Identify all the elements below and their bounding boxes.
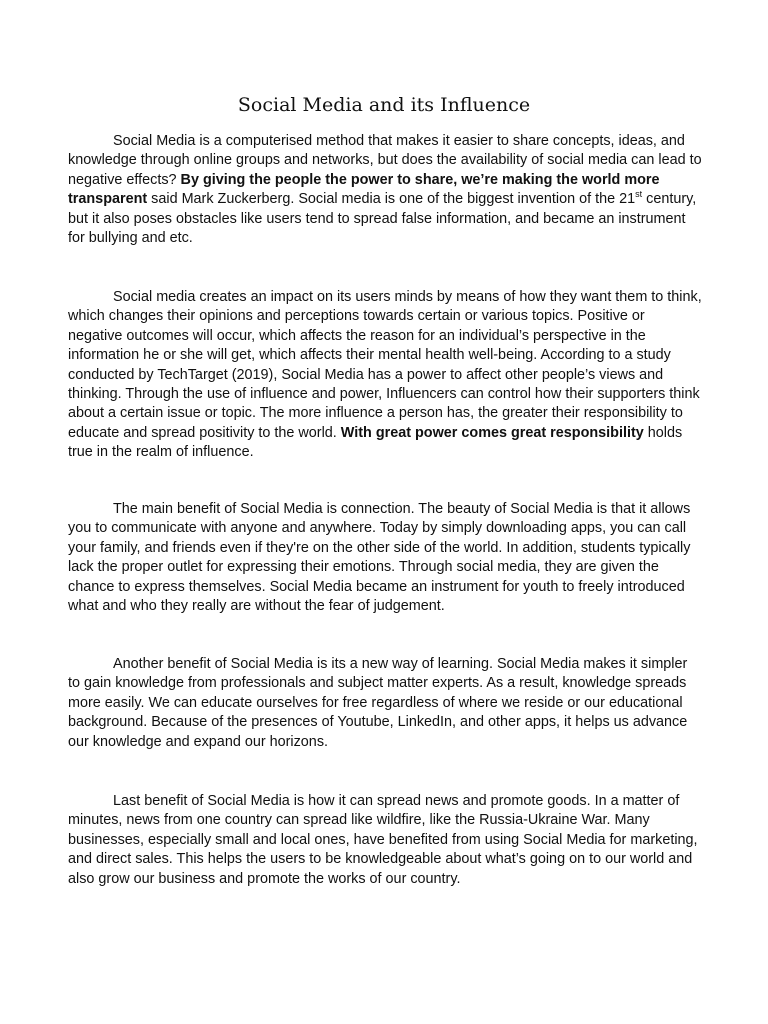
paragraph-4: Another benefit of Social Media is its a new way of learning. Social Media makes it simpler to gain knowledge from professionals and subject matter experts. As a result, knowledge spreads more easily. We can educate ourselves for free regardless of where we reside or our educational background. Because of the presences of Youtube, LinkedIn, and other apps, it helps us advance our knowledge and expand our horizons. [68, 656, 688, 750]
paragraph-1 [68, 132, 702, 248]
document-title: Social Media and its Influence [237, 94, 531, 116]
paragraph-2-text-end: holds true in the realm of influence. [68, 424, 683, 461]
paragraph-2-power-quote: With great power comes great responsibility [340, 424, 644, 441]
paragraph-1-text-end: century, but it also poses obstacles like users tend to spread false information, and became an instrument for bullying and etc. [68, 191, 697, 247]
paragraph-2-text-start: Social media creates an impact on its users minds by means of how they want them to think, which changes their opinions and perceptions towards certain or various topics. Positive or negative outcomes will occur, which affects the reason for an individual’s perspective in the information he or she will get, which affects their mental health well-being. According to a study conducted by TechTarget (2019), Social Media has a power to affect other people’s views and thinking. Through the use of influence and power, Influencers can control how their supporters think about a certain issue or topic. The more influence a person has, the greater their responsibility to educate and spread positivity to the world. [68, 289, 702, 441]
paragraph-2 [68, 288, 702, 463]
paragraph-1-superscript: st [635, 189, 643, 200]
paragraph-1-text-middle: said Mark Zuckerberg. Social media is one of the biggest invention of the 21 [147, 191, 636, 208]
paragraph-1-text-start: Social Media is a computerised method that makes it easier to share concepts, ideas, and knowledge through online groups and networks, but does the availability of social media can lead to negative effects? [68, 133, 702, 188]
paragraph-1-zuckerberg-quote: By giving the people the power to share, we’re making the world more transparent [68, 171, 660, 208]
paragraph-3: The main benefit of Social Media is connection. The beauty of Social Media is that it allows you to communicate with anyone and anywhere. Today by simply downloading apps, you can call your family, and friends even if they're on the other side of the world. In addition, students typically lack the proper outlet for expressing their emotions. Through social media, they are given the chance to express themselves. Social Media became an instrument for youth to freely introduced what and who they really are without the fear of judgement. [68, 501, 691, 615]
paragraph-5: Last benefit of Social Media is how it can spread news and promote goods. In a matter of minutes, news from one country can spread like wildfire, like the Russia-Ukraine War. Many businesses, especially small and local ones, have benefited from using Social Media for marketing, and direct sales. This helps the users to be knowledgeable about what’s going on to our world and also grow our business and promote the works of our country. [68, 793, 698, 887]
